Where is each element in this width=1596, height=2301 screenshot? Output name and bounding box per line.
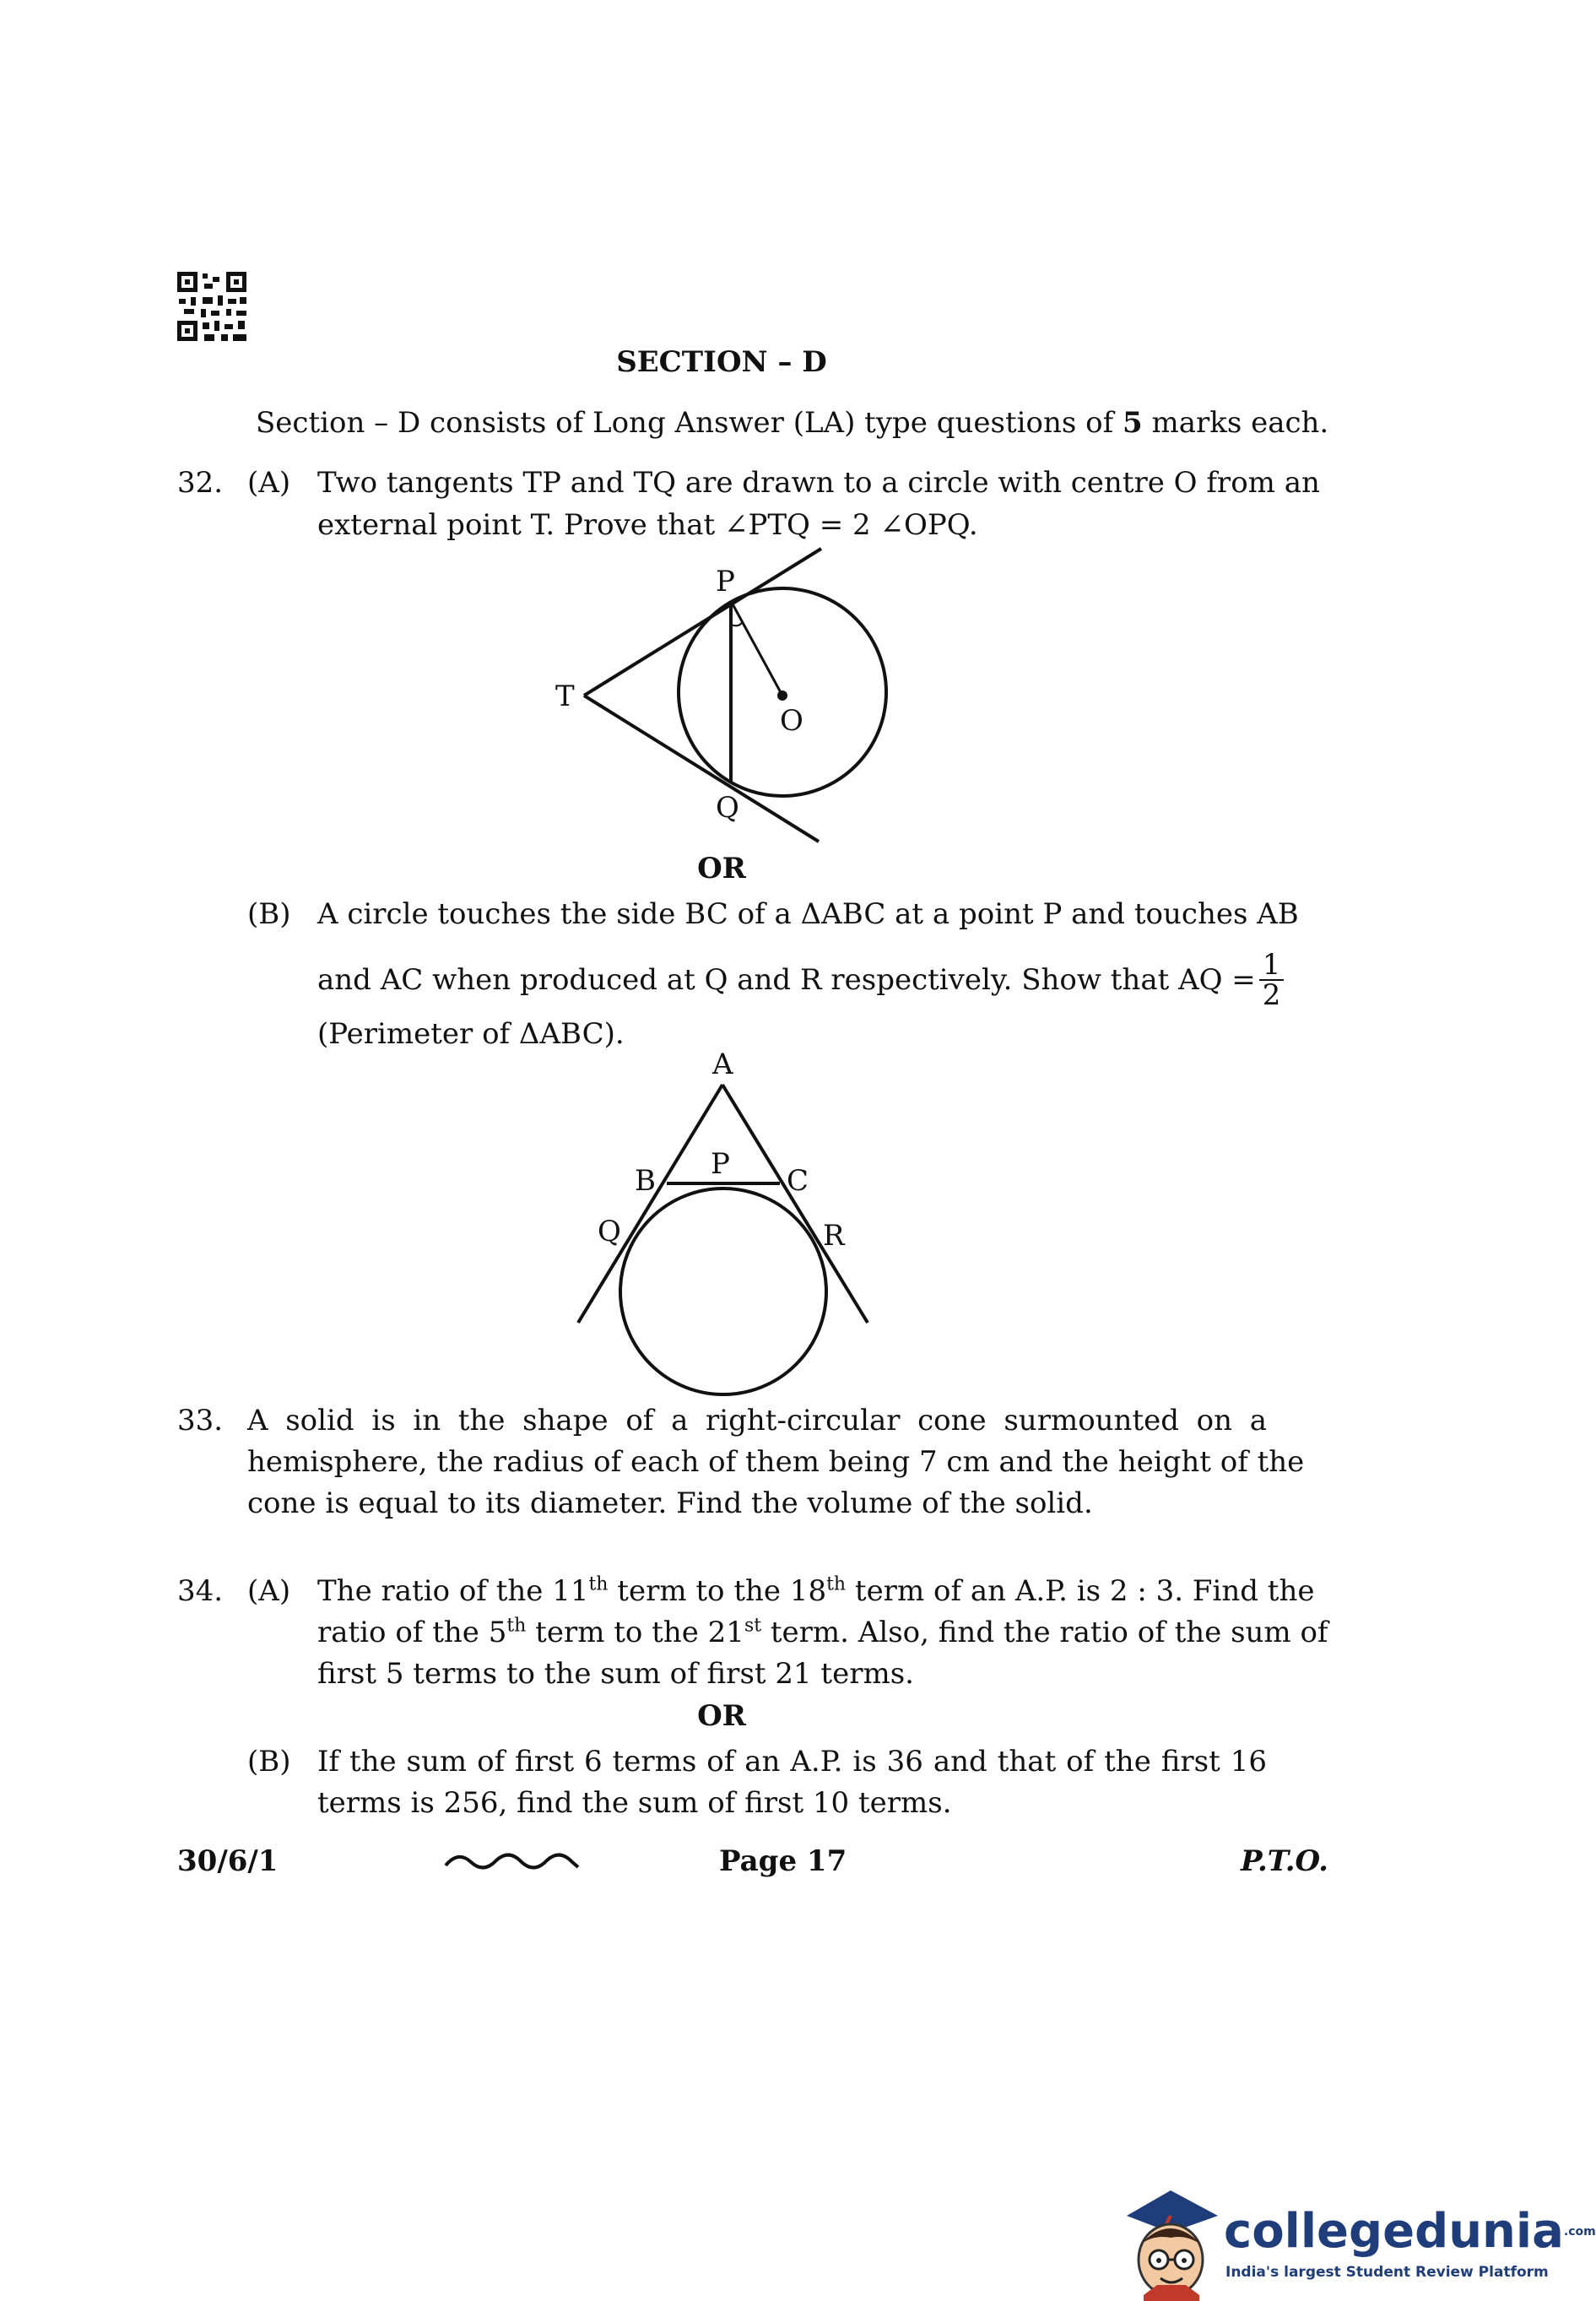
- line-ab: [578, 1085, 722, 1323]
- excircle-figure: [565, 1048, 886, 1401]
- question-text: terms is 256, find the sum of first 10 terms.: [317, 1786, 952, 1820]
- section-intro: Section – D consists of Long Answer (LA) type questions of 5 marks each.: [256, 406, 1329, 440]
- question-text: (Perimeter of ΔABC).: [317, 1017, 625, 1051]
- question-text: A circle touches the side BC of a ΔABC at a point P and touches AB: [317, 897, 1299, 931]
- or-divider: OR: [697, 1699, 746, 1733]
- question-number: 32.: [177, 466, 224, 500]
- mascot-icon: [1118, 2182, 1224, 2301]
- or-divider: OR: [697, 852, 746, 885]
- question-text: external point T. Prove that ∠PTQ = 2 ∠OPQ.: [317, 508, 978, 542]
- question-text: cone is equal to its diameter. Find the volume of the solid.: [247, 1486, 1093, 1520]
- page-number: Page 17: [719, 1844, 847, 1878]
- qr-code-icon: [177, 272, 246, 341]
- tangent-tp: [584, 549, 821, 696]
- figure-circle: [620, 1188, 826, 1394]
- question-text: and AC when produced at Q and R respectively. Show that AQ = $\frac{1}{2}$: [317, 950, 1267, 1010]
- paper-code: 30/6/1: [177, 1844, 279, 1878]
- pto-label: P.T.O.: [1241, 1844, 1328, 1878]
- question-text: If the sum of first 6 terms of an A.P. is 36 and that of the first 16: [317, 1745, 1267, 1779]
- label-q: Q: [716, 791, 739, 825]
- tangent-figure: [540, 540, 912, 853]
- fraction-half: $\frac{1}{2}$: [1259, 950, 1285, 1010]
- label-c: C: [787, 1164, 809, 1198]
- question-text: The ratio of the 11th term to the 18th term of an A.P. is 2 : 3. Find the: [317, 1573, 1315, 1608]
- label-o: O: [780, 704, 803, 738]
- wave-decoration-icon: [443, 1849, 582, 1874]
- question-number: 33.: [177, 1404, 224, 1437]
- brand-tagline: India's largest Student Review Platform: [1225, 2264, 1549, 2281]
- part-label: (A): [247, 1574, 291, 1608]
- centre-point: [777, 690, 787, 701]
- part-label: (A): [247, 466, 291, 500]
- question-number: 34.: [177, 1574, 224, 1608]
- part-label: (B): [247, 897, 291, 931]
- label-p: P: [711, 1147, 730, 1181]
- question-text: ratio of the 5th term to the 21st term. Also, find the ratio of the sum of: [317, 1615, 1328, 1649]
- brand-logo: collegedunia$^{.com}$: [1224, 2204, 1596, 2259]
- question-text: first 5 terms to the sum of first 21 terms.: [317, 1657, 914, 1691]
- label-p: P: [716, 565, 735, 598]
- radius-op: [731, 601, 782, 696]
- label-a: A: [712, 1048, 733, 1081]
- question-text: hemisphere, the radius of each of them being 7 cm and the height of the: [247, 1445, 1305, 1479]
- question-text: Two tangents TP and TQ are drawn to a circle with centre O from an: [317, 466, 1320, 500]
- question-text: A solid is in the shape of a right-circular cone surmounted on a: [247, 1404, 1267, 1437]
- label-r: R: [823, 1219, 845, 1253]
- line-ac: [722, 1085, 868, 1323]
- part-label: (B): [247, 1745, 291, 1779]
- label-t: T: [555, 679, 575, 713]
- label-b: B: [635, 1164, 656, 1198]
- section-title: SECTION – D: [616, 345, 827, 379]
- label-q: Q: [598, 1215, 621, 1248]
